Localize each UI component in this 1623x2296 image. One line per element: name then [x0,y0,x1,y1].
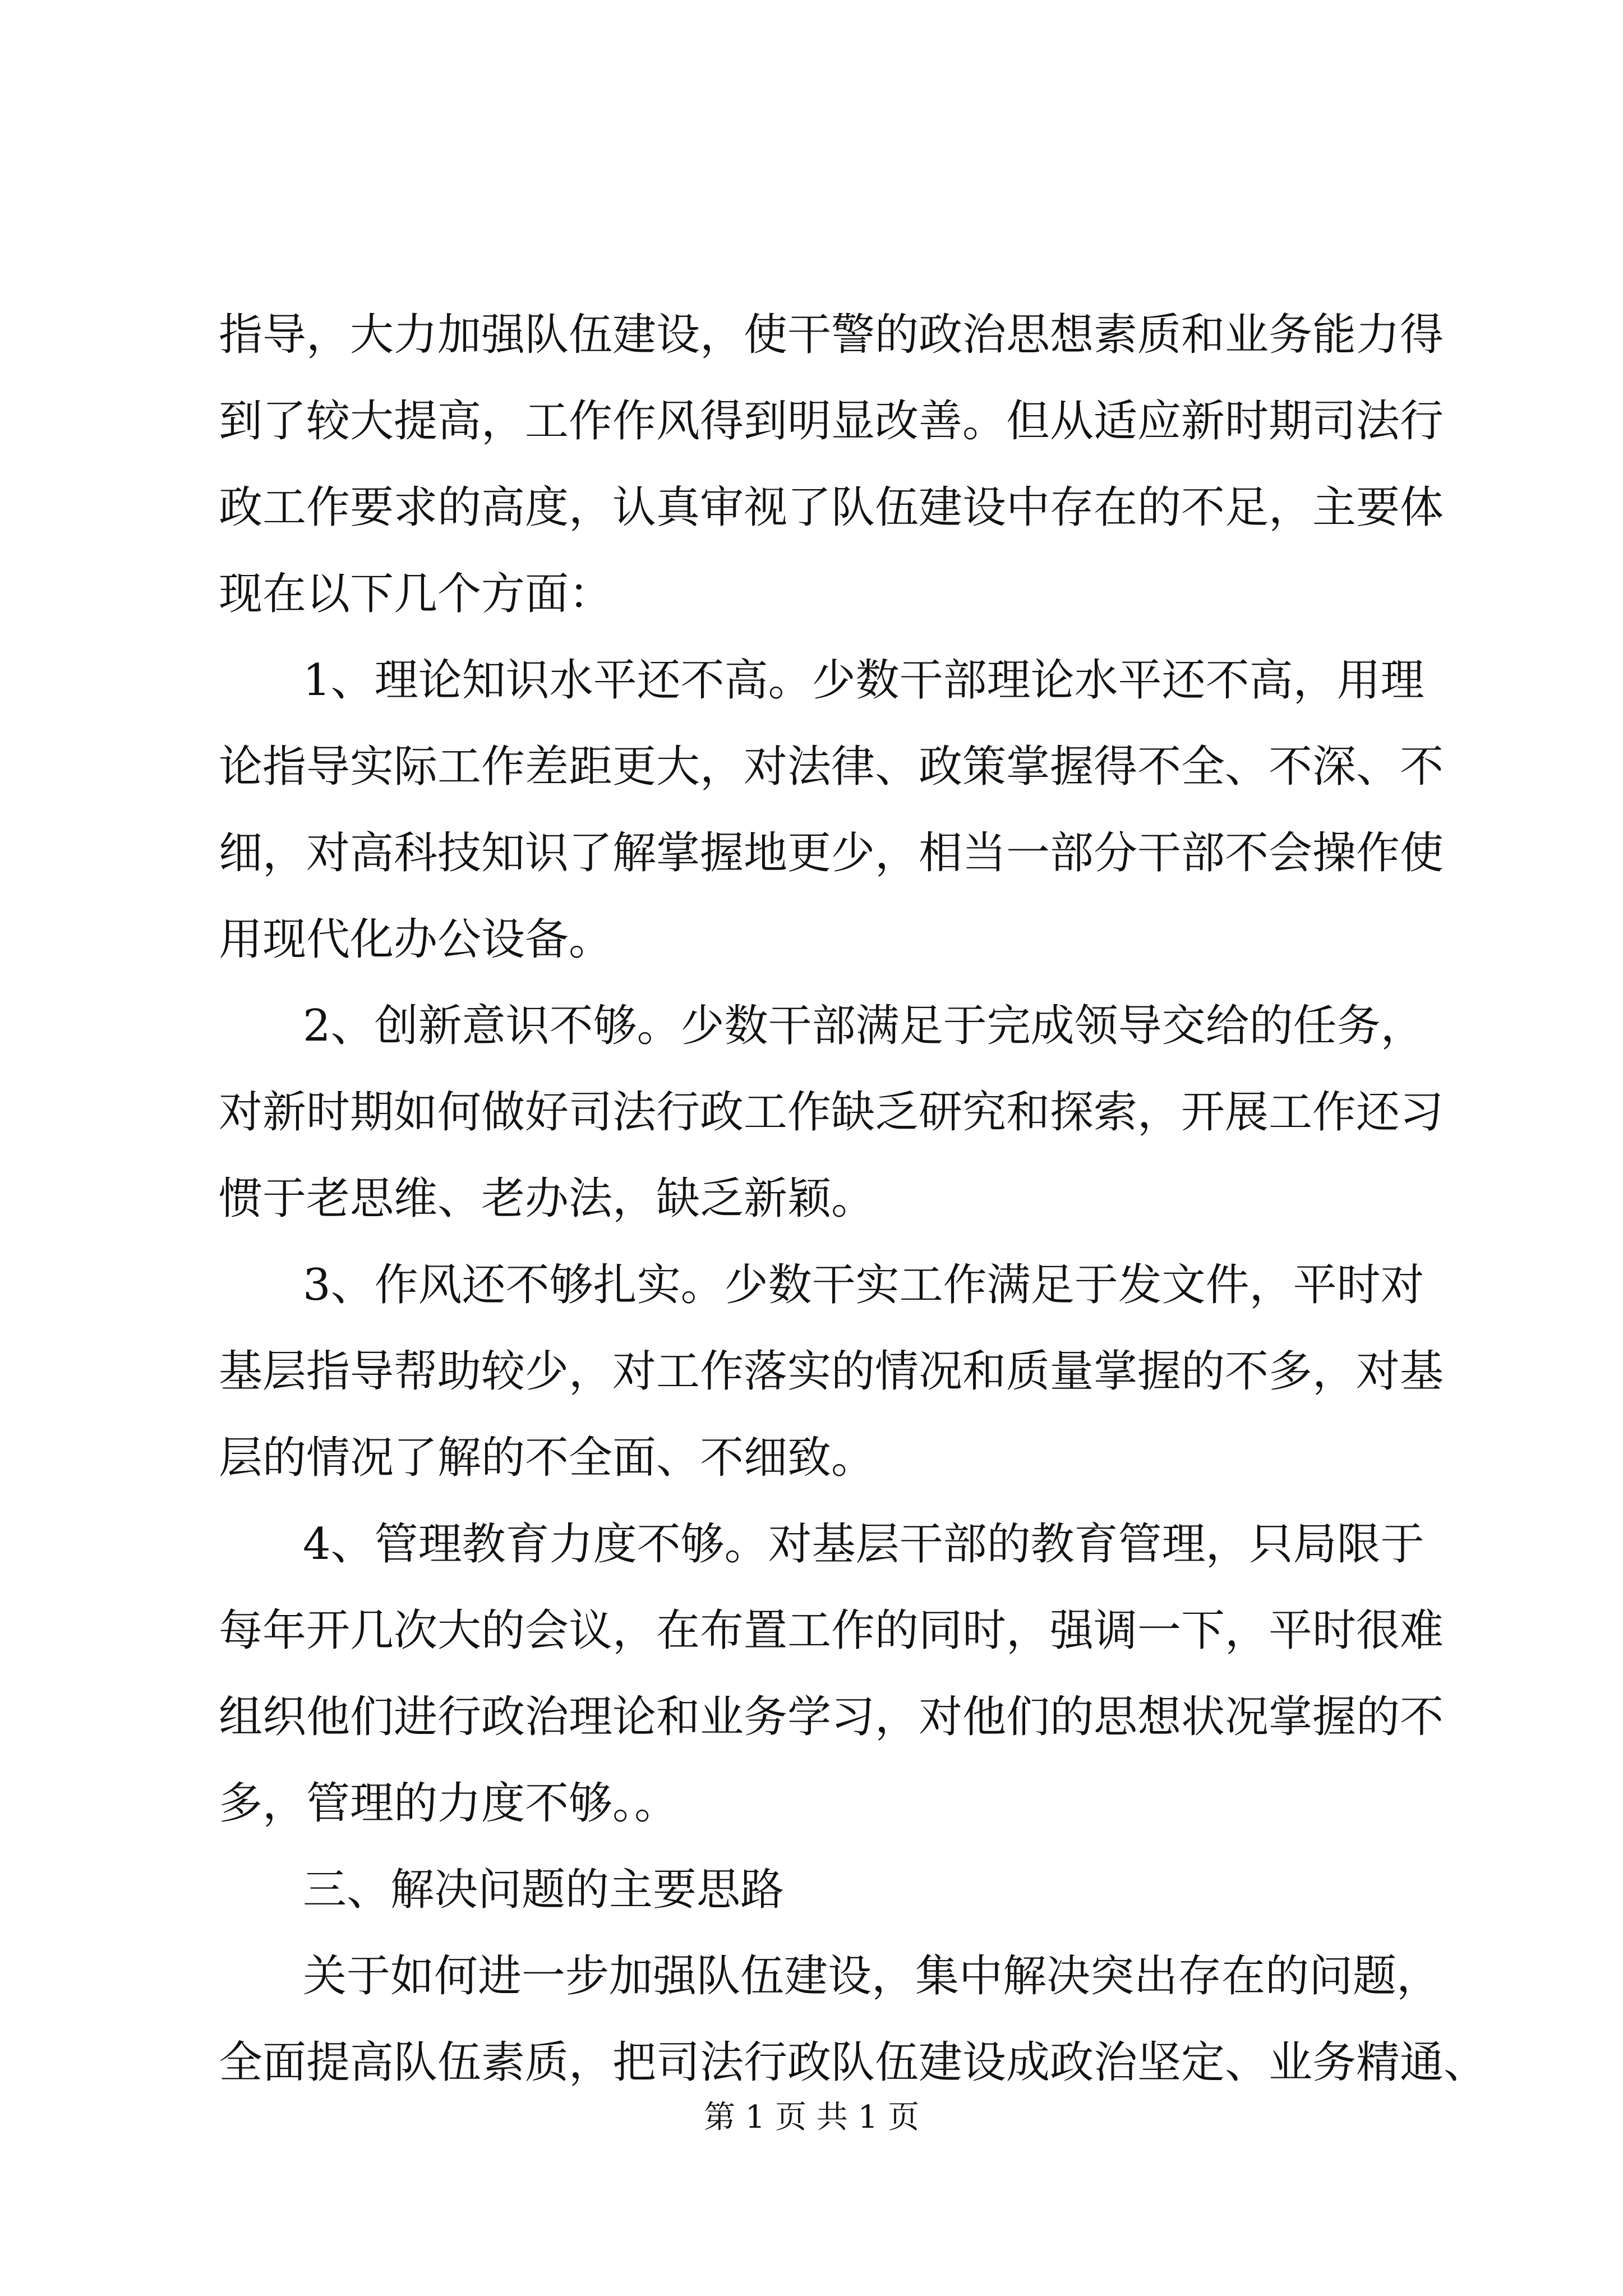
text-line: 多，管理的力度不够。。 [219,1778,679,1829]
text-line: 1、理论知识水平还不高。少数干部理论水平还不高，用理 [303,655,1424,706]
text-line: 政工作要求的高度，认真审视了队伍建设中存在的不足，主要体 [219,482,1444,533]
text-line: 论指导实际工作差距更大，对法律、政策掌握得不全、不深、不 [219,742,1444,792]
section-heading: 三、解决问题的主要思路 [303,1865,785,1915]
text-line: 现在以下几个方面： [219,569,613,619]
text-line: 用现代化办公设备。 [219,914,613,965]
text-line: 2、创新意识不够。少数干部满足于完成领导交给的任务， [303,1001,1424,1051]
text-line: 基层指导帮助较少，对工作落实的情况和质量掌握的不多，对基 [219,1346,1444,1397]
text-line: 细，对高科技知识了解掌握地更少，相当一部分干部不会操作使 [219,828,1444,878]
text-line: 每年开几次大的会议，在布置工作的同时，强调一下，平时很难 [219,1605,1444,1656]
text-line: 对新时期如何做好司法行政工作缺乏研究和探索，开展工作还习 [219,1087,1444,1138]
text-line: 关于如何进一步加强队伍建设，集中解决突出存在的问题， [303,1951,1441,2001]
text-line: 惯于老思维、老办法，缺乏新颖。 [219,1174,875,1224]
text-line: 全面提高队伍素质，把司法行政队伍建设成政治坚定、业务精通、 [219,2037,1488,2088]
text-line: 到了较大提高，工作作风得到明显改善。但从适应新时期司法行 [219,396,1444,447]
text-line: 4、管理教育力度不够。对基层干部的教育管理，只局限于 [303,1519,1424,1570]
page-number-footer: 第 1 页 共 1 页 [703,2099,920,2136]
text-line: 层的情况了解的不全面、不细致。 [219,1433,875,1483]
text-line: 指导，大力加强队伍建设，使干警的政治思想素质和业务能力得 [219,310,1444,360]
text-line: 3、作风还不够扎实。少数干实工作满足于发文件，平时对 [303,1260,1424,1310]
text-line: 组织他们进行政治理论和业务学习，对他们的思想状况掌握的不 [219,1692,1444,1742]
